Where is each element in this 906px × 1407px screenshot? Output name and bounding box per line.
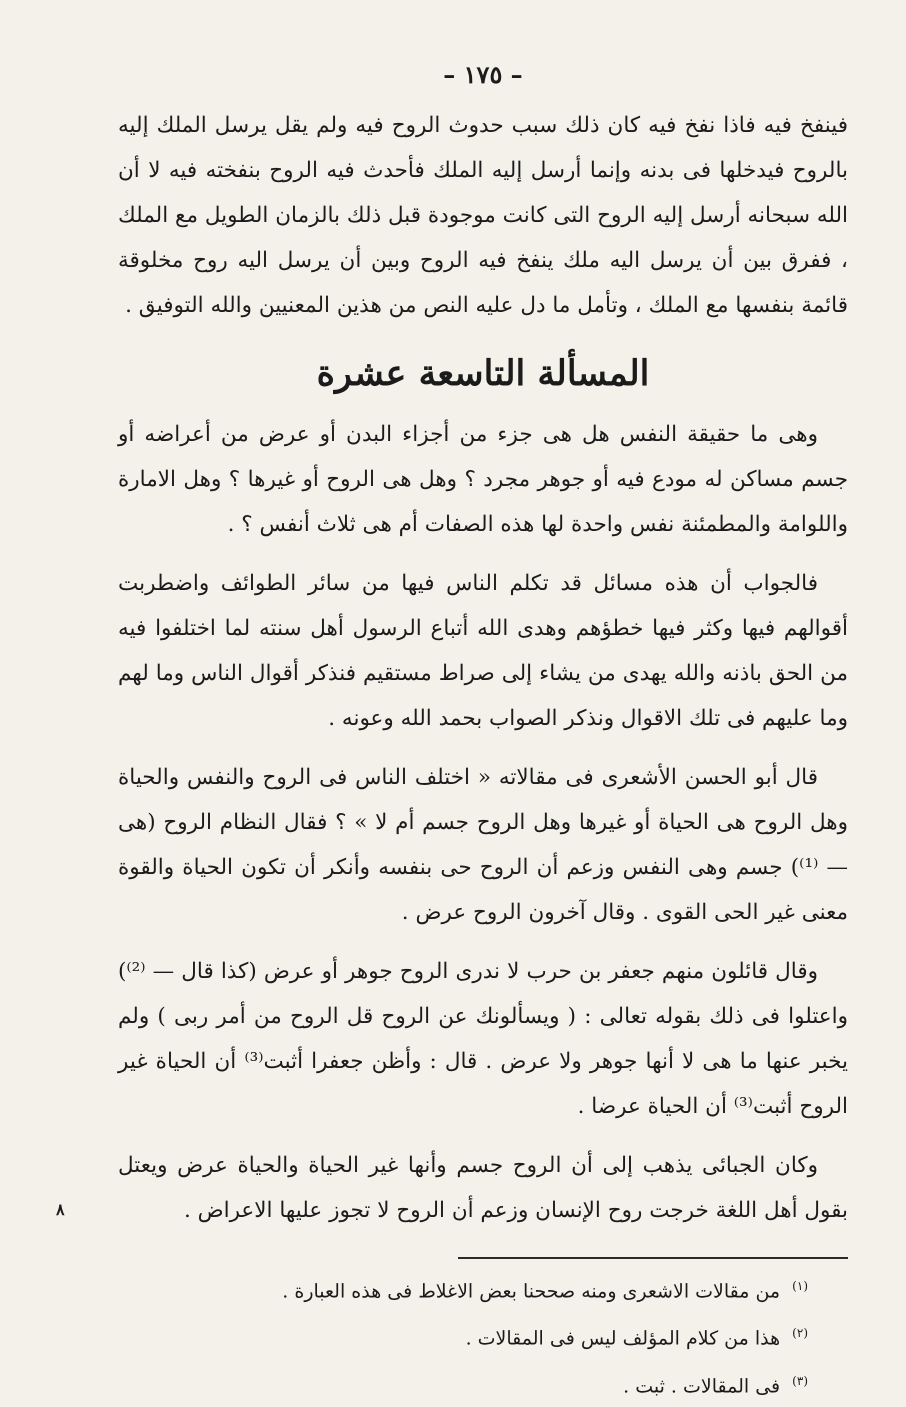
paragraph-jafar: وقال قائلون منهم جعفر بن حرب لا ندرى الروح جوهر أو عرض (كذا قال — ⁽²⁾) واعتلوا فى ذلك بقوله تعالى : ( ويسألونك عن الروح قل الروح من أمر ربى ) ولم يخبر عنها ما هى لا أنها جوهر ولا عرض . قال : وأظن جعفرا أثبت⁽³⁾ أن الحياة غير الروح أثبت⁽³⁾ أن الحياة عرضا . [118,959,848,1119]
page-body [118,60,848,1407]
paragraph-jubbai: وكان الجبائى يذهب إلى أن الروح جسم وأنها غير الحياة والحياة عرض ويعتل بقول أهل اللغة خرجت روح الإنسان وزعم أن الروح لا تجوز عليها الاعراض . [118,1153,848,1223]
footnote-text: فى المقالات . ثبت . [623,1374,781,1397]
intro-paragraph: فينفخ فيه فاذا نفخ فيه كان ذلك سبب حدوث الروح فيه ولم يقل يرسل الملك إليه بالروح فيدخلها فى بدنه وإنما أرسل إليه الملك فأحدث فيه الروح بنفخته فيه لا أن الله سبحانه أرسل إليه الروح التى كانت موجودة قبل ذلك بالزمان الطويل مع الملك ، ففرق بين أن يرسل اليه ملك ينفخ فيه الروح وبين أن يرسل اليه روح مخلوقة قائمة بنفسها مع الملك ، وتأمل ما دل عليه النص من هذين المعنيين والله التوفيق . [118,113,848,318]
footnote-mark: (٢) [792,1326,808,1341]
page-number: – ١٧٥ – [443,60,523,89]
footnote-2 [118,1312,848,1359]
paragraph-ashari: قال أبو الحسن الأشعرى فى مقالاته « اختلف الناس فى الروح والنفس والحياة وهل الروح هى الحياة أو غيرها وهل الروح جسم أم لا » ؟ فقال النظام الروح (هى — ⁽¹⁾) جسم وهى النفس وزعم أن الروح حى بنفسه وأنكر أن تكون الحياة والقوة معنى غير الحى القوى . وقال آخرون الروح عرض . [118,765,848,925]
footnote-mark: (٣) [792,1373,808,1388]
footnote-3 [118,1360,848,1407]
footnote-mark: (١) [792,1279,808,1293]
footnote-text: من مقالات الاشعرى ومنه صححنا بعض الاغلاط فى هذه العبارة . [282,1280,781,1303]
signature-mark: ٨ [56,1200,65,1219]
footnote-1 [118,1265,848,1312]
footnotes [118,1265,848,1407]
footnote-divider [458,1257,848,1259]
paragraph-answer: فالجواب أن هذه مسائل قد تكلم الناس فيها من سائر الطوائف واضطربت أقوالهم فيها وكثر فيها خطؤهم وهدى الله أتباع الرسول أهل سنته لما اختلفوا فيه من الحق باذنه والله يهدى من يشاء إلى صراط مستقيم فنذكر أقوال الناس وما لهم وما عليهم فى تلك الاقوال ونذكر الصواب بحمد الله وعونه . [118,571,848,731]
footnote-text: هذا من كلام المؤلف ليس فى المقالات . [465,1327,781,1350]
section-heading: المسألة التاسعة عشرة [316,353,650,394]
paragraph-question: وهى ما حقيقة النفس هل هى جزء من أجزاء البدن أو عرض من أعراضه أو جسم مساكن له مودع فيه أو جوهر مجرد ؟ وهل هى الروح أو غيرها ؟ وهل الامارة واللوامة والمطمئنة نفس واحدة لها هذه الصفات أم هى ثلاث أنفس ؟ . [118,422,848,537]
